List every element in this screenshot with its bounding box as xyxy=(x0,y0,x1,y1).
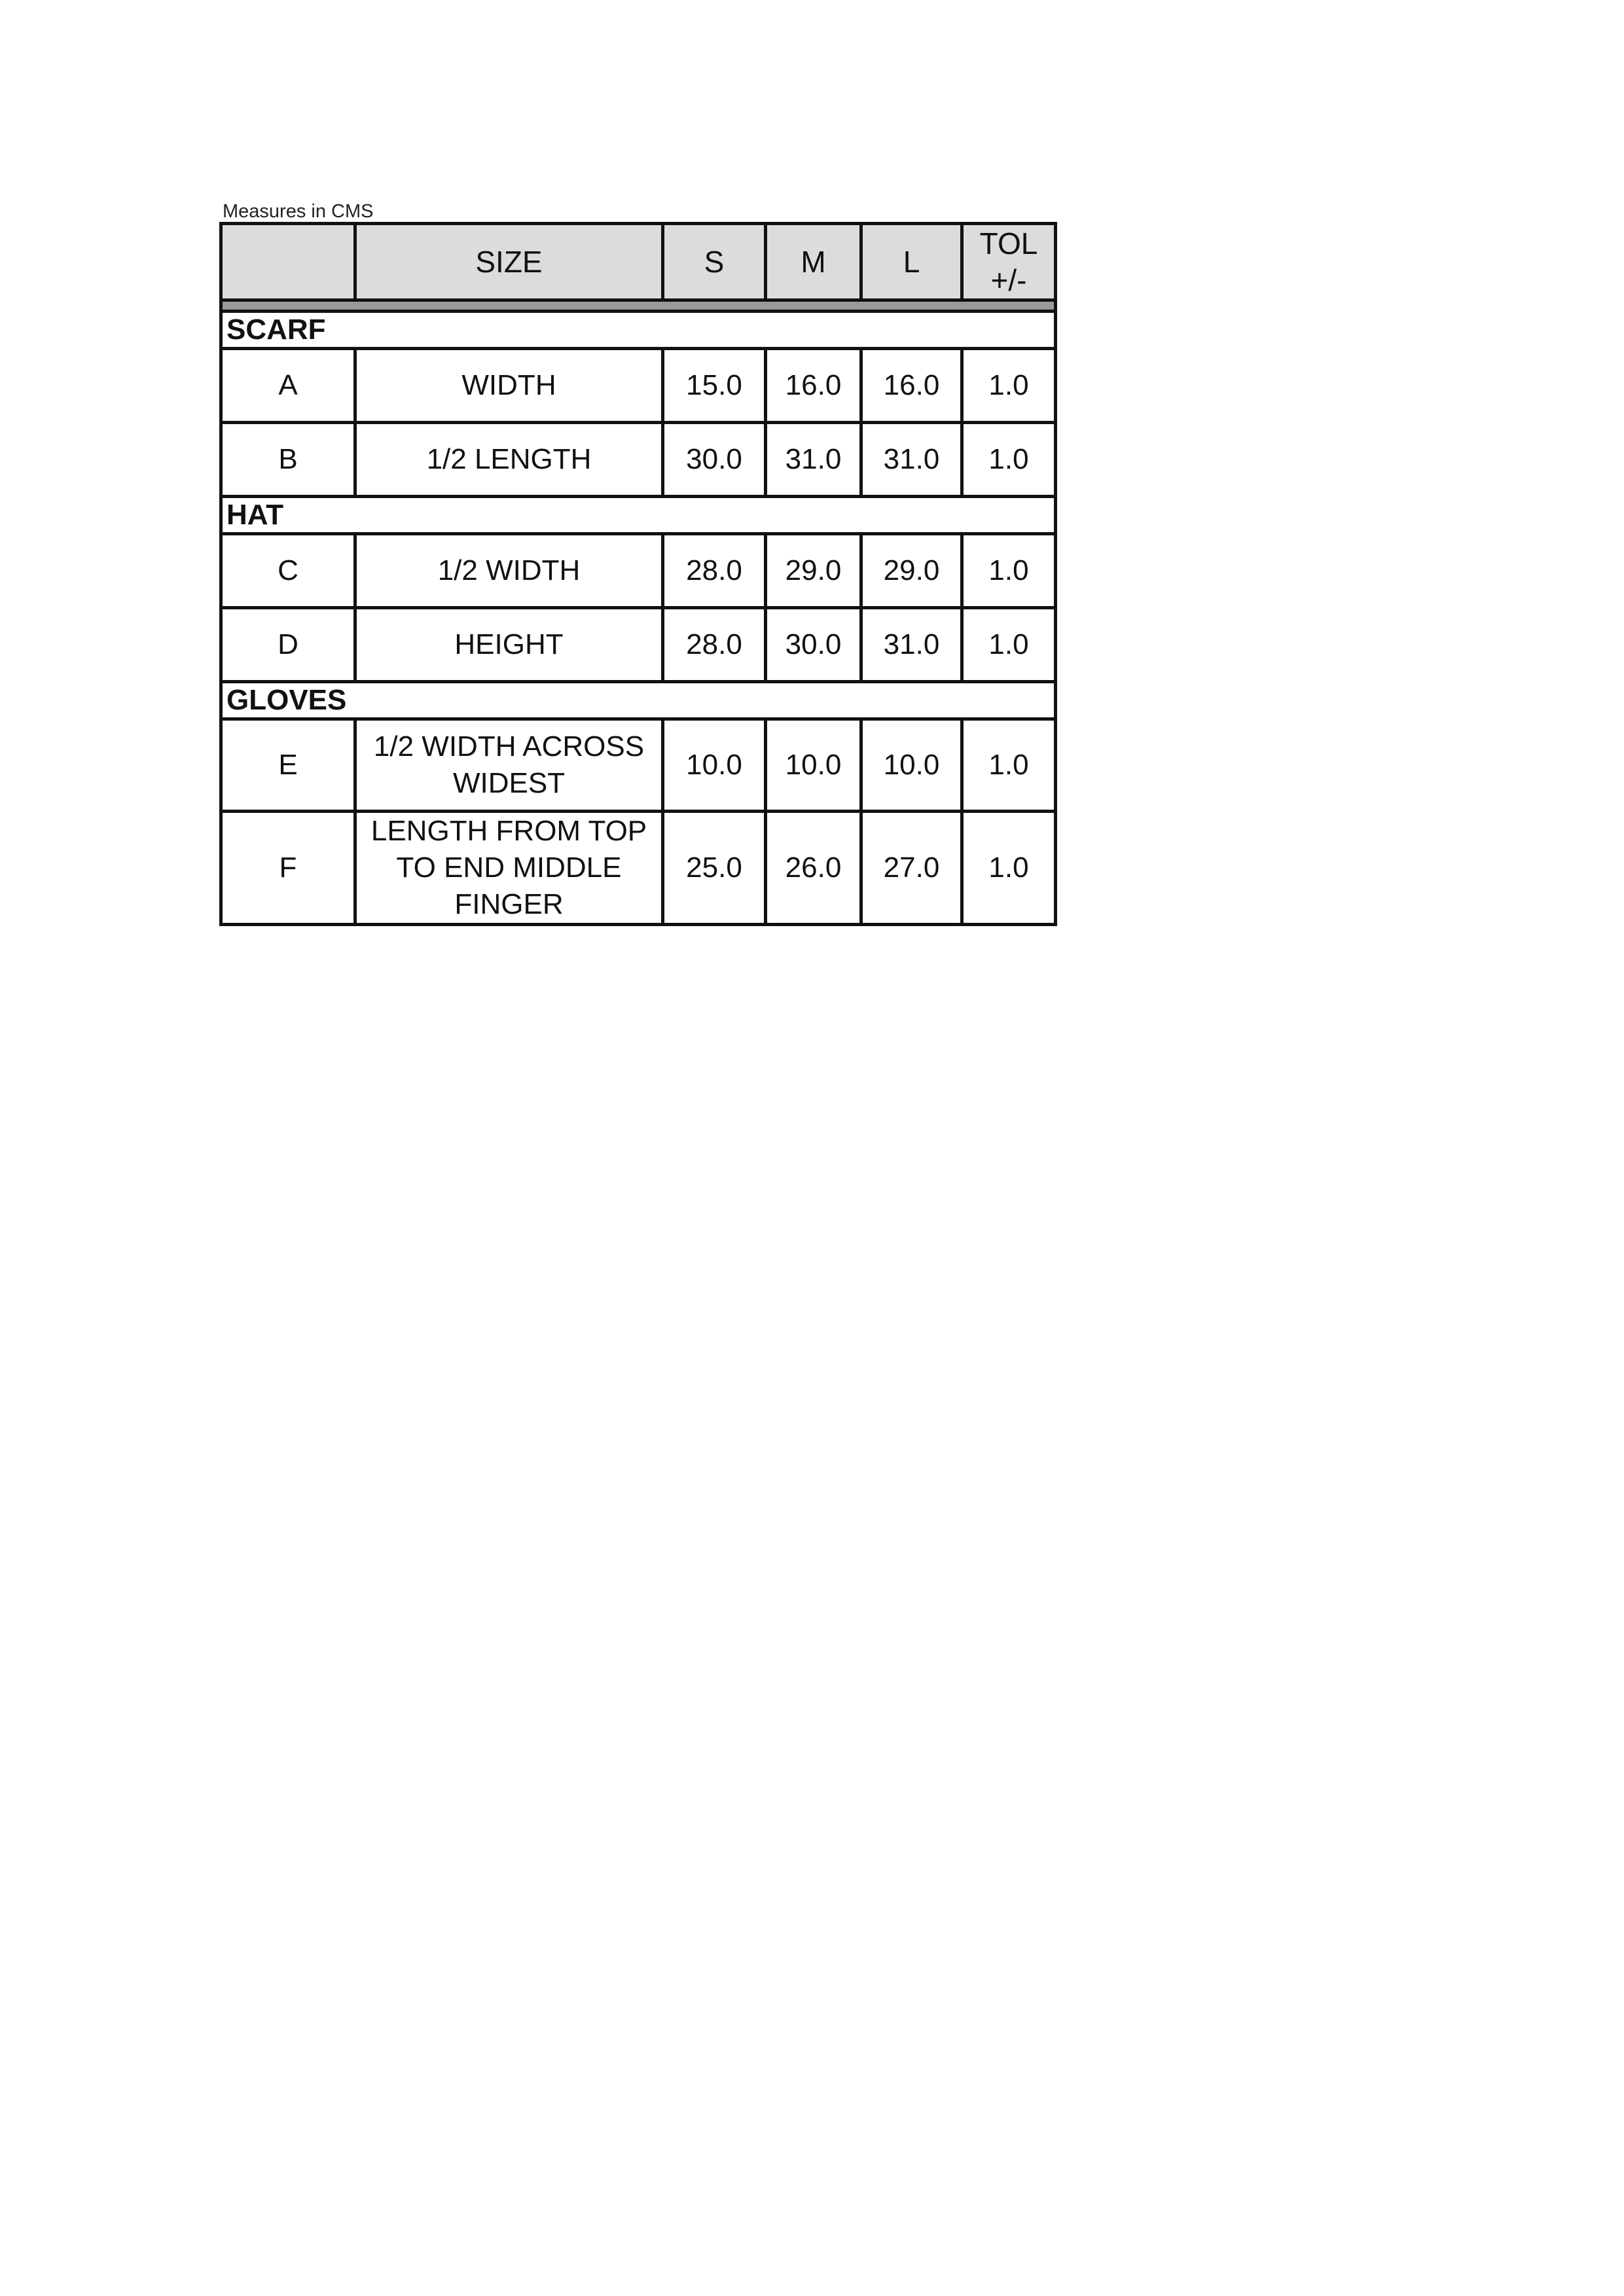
section-title: GLOVES xyxy=(221,682,1056,719)
row-tol: 1.0 xyxy=(962,349,1056,423)
header-tol-label: TOL xyxy=(979,226,1038,260)
row-measure xyxy=(355,719,663,812)
row-value-l: 16.0 xyxy=(861,349,962,423)
header-s: S xyxy=(663,224,766,300)
row-tol: 1.0 xyxy=(962,423,1056,497)
row-value-m: 10.0 xyxy=(766,719,861,812)
row-measure xyxy=(355,812,663,925)
row-code: C xyxy=(221,534,355,608)
header-tol xyxy=(962,224,1056,300)
table-row xyxy=(221,812,1056,925)
row-code: D xyxy=(221,608,355,682)
measurement-table xyxy=(219,222,1057,926)
table-row xyxy=(221,534,1056,608)
header-blank-cell xyxy=(221,224,355,300)
row-value-m: 31.0 xyxy=(766,423,861,497)
row-code: E xyxy=(221,719,355,812)
row-value-s: 10.0 xyxy=(663,719,766,812)
row-value-m: 16.0 xyxy=(766,349,861,423)
row-value-l: 31.0 xyxy=(861,423,962,497)
row-code: B xyxy=(221,423,355,497)
table-caption: Measures in CMS xyxy=(223,201,374,222)
row-measure: 1/2 WIDTH xyxy=(355,534,663,608)
row-value-s: 28.0 xyxy=(663,608,766,682)
header-l: L xyxy=(861,224,962,300)
row-value-s: 28.0 xyxy=(663,534,766,608)
row-value-l: 29.0 xyxy=(861,534,962,608)
header-separator xyxy=(221,300,1056,312)
table-row xyxy=(221,349,1056,423)
section-row-hat xyxy=(221,497,1056,534)
row-value-m: 30.0 xyxy=(766,608,861,682)
row-measure-line: WIDEST xyxy=(452,767,566,799)
row-measure-line: TO END MIDDLE xyxy=(396,852,622,884)
row-value-l: 10.0 xyxy=(861,719,962,812)
row-code: F xyxy=(221,812,355,925)
row-value-l: 27.0 xyxy=(861,812,962,925)
row-code: A xyxy=(221,349,355,423)
table-row xyxy=(221,423,1056,497)
row-value-m: 26.0 xyxy=(766,812,861,925)
row-tol: 1.0 xyxy=(962,719,1056,812)
row-measure: WIDTH xyxy=(355,349,663,423)
section-row-scarf xyxy=(221,312,1056,349)
row-value-l: 31.0 xyxy=(861,608,962,682)
row-measure-line: FINGER xyxy=(454,888,564,920)
row-measure: 1/2 LENGTH xyxy=(355,423,663,497)
row-measure-line: LENGTH FROM TOP xyxy=(370,815,647,847)
table-row xyxy=(221,608,1056,682)
row-value-s: 25.0 xyxy=(663,812,766,925)
row-tol: 1.0 xyxy=(962,812,1056,925)
header-size: SIZE xyxy=(355,224,663,300)
header-m: M xyxy=(766,224,861,300)
section-title: HAT xyxy=(221,497,1056,534)
row-measure-line: 1/2 WIDTH ACROSS xyxy=(373,730,645,762)
row-measure: HEIGHT xyxy=(355,608,663,682)
table-row xyxy=(221,719,1056,812)
row-value-s: 15.0 xyxy=(663,349,766,423)
section-row-gloves xyxy=(221,682,1056,719)
header-row xyxy=(221,224,1056,300)
header-tol-sign: +/- xyxy=(990,263,1027,297)
row-value-m: 29.0 xyxy=(766,534,861,608)
row-tol: 1.0 xyxy=(962,534,1056,608)
row-value-s: 30.0 xyxy=(663,423,766,497)
row-tol: 1.0 xyxy=(962,608,1056,682)
section-title: SCARF xyxy=(221,312,1056,349)
